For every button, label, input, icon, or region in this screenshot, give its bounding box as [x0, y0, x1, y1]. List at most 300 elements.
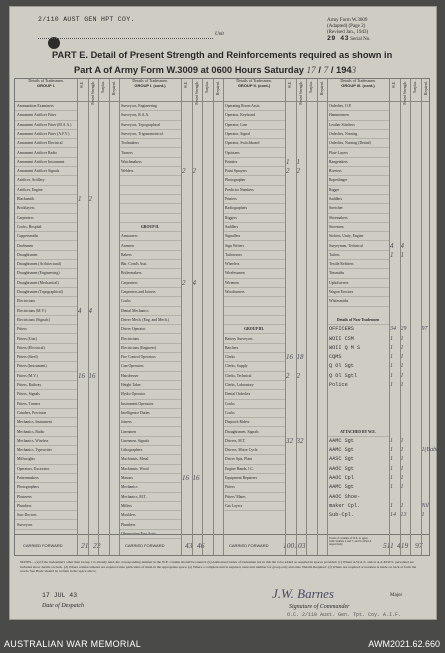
subcol-header: Surplus.	[205, 81, 209, 93]
table-row-label: Surveyors, Trigonometrical	[119, 130, 181, 139]
table-row-label: Draughtsmen, Signals	[223, 428, 285, 437]
cell-value: 2	[296, 371, 300, 380]
non-tradesman-posted: 29	[400, 326, 407, 333]
table-row-label: Carpenters and Joiners	[119, 288, 181, 297]
non-tradesman-entry: Q Ol Sgt	[329, 363, 354, 370]
non-tradesman-ws: 1	[390, 363, 393, 370]
cell-value: 2	[286, 167, 290, 176]
table-row-label: Mechanics, Typewriter	[15, 446, 77, 455]
subcol-header: W.E.	[184, 81, 188, 89]
table-row-label: Opticians	[223, 149, 285, 158]
non-tradesman-entry: Sub-Cpl.	[329, 512, 354, 519]
cell-value: 4	[192, 278, 196, 287]
cell-value: 32	[296, 436, 304, 445]
total2-posted: 46	[197, 541, 205, 550]
table-row-label: Operator, Signal	[223, 130, 285, 139]
non-tradesman-posted: 1	[400, 335, 404, 342]
table-row-label: Batchers	[223, 344, 285, 353]
cell-value: 16	[286, 353, 293, 362]
table-row-label: Tailors	[327, 251, 389, 260]
table-row-label: Fire Control Operators	[119, 353, 181, 362]
non-tradesman-ws: 1	[390, 447, 393, 454]
table-row-label: Sign Writers	[223, 242, 285, 251]
col3-header: Details of Tradesmen. GROUP II. (cont.)	[236, 78, 272, 88]
subcol-divider	[306, 79, 307, 555]
form-number: Army Form W.3009	[327, 18, 368, 23]
table-row-label: Toolmakers	[119, 139, 181, 148]
table-row-label: Bakers	[119, 251, 181, 260]
table-row-label: Surveyors, Topographical	[119, 121, 181, 130]
subcol-divider	[285, 79, 286, 555]
non-tradesman-posted: 1	[400, 437, 404, 444]
table-row-label: Surveyors	[15, 521, 77, 530]
table-row-label: Clerks, Laboratory	[223, 381, 285, 390]
non-tradesman-ws: 34	[390, 326, 396, 333]
table-row-label	[223, 316, 285, 325]
table-row-label: Linesmen, Signals	[119, 437, 181, 446]
table-row-label: Hydro Operator	[119, 390, 181, 399]
table-row-label: Riveters	[327, 167, 389, 176]
subcol-divider	[181, 79, 182, 555]
non-tradesman-req: 1(Babk)	[421, 447, 441, 454]
table-row-label: Rangetakers	[327, 158, 389, 167]
table-row-label	[223, 297, 285, 306]
table-row-label: Operator, Line	[223, 121, 285, 130]
table-row-label: Mechanics, Wireless	[15, 437, 77, 446]
non-tradesman-ws: 1	[390, 502, 393, 509]
cell-value: 16	[182, 474, 189, 482]
table-row-label: Mechanics	[119, 483, 181, 492]
table-row-label: Cooks	[223, 400, 285, 409]
year-prefix: 194	[336, 65, 352, 75]
total4-required: 97	[415, 541, 423, 550]
subtitle-text: Part A of Army Form W.3009 at 0600 Hours Saturday	[74, 65, 304, 75]
table-row-label: GROUP II.	[119, 223, 181, 232]
commander-signature: J.W. Barnes	[272, 586, 334, 601]
serial-label: Serial No.	[350, 37, 371, 42]
cell-value: 32	[286, 436, 293, 445]
cell-value: 4	[88, 306, 92, 315]
total3: 100103	[283, 541, 306, 550]
table-row-label: Orderlies, Nursing	[327, 130, 389, 139]
table-row-label: Welders	[119, 167, 181, 176]
unit-label: Unit	[215, 32, 224, 37]
cell-value: 4	[400, 241, 404, 250]
non-tradesman-entry: AAMC Sgt	[329, 447, 354, 454]
date-month: 7	[323, 66, 329, 76]
table-row-label: Hairdresser	[119, 372, 181, 381]
subcol-header: W.E.	[80, 81, 84, 89]
subcol-divider	[296, 79, 297, 555]
table-row-label: Plumbers	[15, 502, 77, 511]
table-row-label	[119, 204, 181, 213]
non-tradesman-entry: OFFICERS	[329, 326, 354, 333]
archive-footer	[0, 625, 445, 653]
table-row-label: Armament Artificer Fitter (M.A.A.)	[15, 121, 77, 130]
table-row-label	[119, 186, 181, 195]
non-tradesman-posted: 1	[400, 372, 404, 379]
attached-heading: ATTACHED BY W.E.	[327, 428, 389, 437]
carried-forward-1: CARRIED FORWARD	[23, 543, 63, 548]
table-row-label: Upholsterers	[327, 279, 389, 288]
subcol-header: Posted Strength.	[194, 81, 199, 105]
non-tradesman-posted: 1	[400, 465, 404, 472]
cell-value: 2	[296, 167, 300, 176]
non-tradesman-posted: 1	[400, 484, 404, 491]
table-row-label: Watchmakers	[119, 158, 181, 167]
total4-ws: 511	[383, 541, 394, 550]
table-row-label: Joiners	[119, 418, 181, 427]
table-row-label: Draughtsmen (Topographical)	[15, 288, 77, 297]
table-row-label: Fitters, Railway	[15, 381, 77, 390]
archive-id: AWM2021.62.660	[368, 639, 440, 649]
table-row-label: Stokers, Unity, Engine	[327, 232, 389, 241]
table-row-label: Mechanics, M.T.	[119, 493, 181, 502]
table-row-label: Paint Sprayers	[223, 167, 285, 176]
table-row-label	[223, 307, 285, 316]
table-row-label: Fitters, Signals	[15, 390, 77, 399]
table-row-label: Electricians (Engineer)	[119, 344, 181, 353]
table-row-label: Clerks, Supply	[223, 362, 285, 371]
table-row-label: Suryeymen, Technical	[327, 242, 389, 251]
table-row-label: Orderlies, Nursing (Dental)	[327, 139, 389, 148]
cell-value: 16	[88, 371, 96, 380]
table-row-label: Boilermakers	[119, 269, 181, 278]
non-tradesman-ws: 1	[390, 484, 393, 491]
col2-header: Details of Tradesmen. GROUP I. (cont.)	[132, 78, 168, 88]
col4-header: Details of Tradesmen. GROUP III. (cont.)	[340, 78, 376, 88]
non-tradesmen-heading: Details of Non-Tradesmen	[327, 316, 389, 325]
table-row-label: Carpenters	[15, 214, 77, 223]
non-tradesman-posted: 1	[400, 456, 404, 463]
table-row-label: Driver Spts, Plant	[223, 455, 285, 464]
non-tradesman-posted: 1	[400, 344, 404, 351]
cell-value: 16	[192, 474, 200, 482]
non-tradesman-ws: 1	[390, 456, 393, 463]
table-row-label: Draughtsmen (Engineering)	[15, 269, 77, 278]
table-row-label: Drivers, M.T.	[223, 437, 285, 446]
subcol-header: Surplus.	[413, 81, 417, 93]
table-row-label: Saddlers	[327, 195, 389, 204]
non-tradesman-ws: 1	[390, 437, 393, 444]
non-tradesman-posted: 1	[400, 363, 404, 370]
non-tradesman-posted: 1	[400, 502, 404, 509]
non-tradesman-entry: Q Ol Sgtl	[329, 372, 358, 379]
non-tradesman-ws: 1	[390, 354, 393, 361]
subcol-divider	[202, 79, 203, 555]
non-tradesman-ws: 1	[390, 382, 393, 388]
non-tradesman-entry: AAOC Sgt	[329, 465, 354, 472]
table-row-label: Cooks	[119, 297, 181, 306]
subcol-header: Required.	[319, 81, 324, 96]
table-row-label: Operator, Switchboard	[223, 139, 285, 148]
non-tradesman-ws: 14	[390, 512, 396, 519]
table-row-label: Saddlers	[223, 223, 285, 232]
table-row-label: Moulders	[119, 511, 181, 520]
table-row-label: Textile Refitters	[327, 260, 389, 269]
table-row-label: Armament Artificer Instrument	[15, 158, 77, 167]
archive-name: AUSTRALIAN WAR MEMORIAL	[4, 639, 142, 649]
subcol-divider	[317, 79, 318, 555]
table-row-label: Ammunition Examiners	[15, 102, 77, 111]
cell-value: 18	[296, 353, 304, 362]
table-row-label: Armament Artificer Signals	[15, 167, 77, 176]
table-row-label: Surveyors, R.A.A.	[119, 111, 181, 120]
subcol-header: W.E.	[392, 81, 396, 89]
table-row-label: Drivers, Motor Cycle	[223, 446, 285, 455]
table-row-label: Signallers	[223, 232, 285, 241]
form-revised: (Revised Jan., 1943)	[327, 30, 369, 35]
table-row-label: Fitters (Instrument)	[15, 362, 77, 371]
table-row-label: Armament Artificer Electrical	[15, 139, 77, 148]
col-divider	[223, 79, 224, 555]
table-row-label: Cooks	[223, 409, 285, 418]
unit-typed: 2/110 AUST GEN HPT COY.	[38, 16, 135, 23]
col1-header: Details of Tradesmen. GROUP I.	[28, 78, 64, 88]
cell-value: 1	[286, 157, 290, 166]
table-row-label: Driver Mech. (Eng. and Mech.)	[119, 316, 181, 325]
non-tradesman-entry: AASC Sgt	[329, 456, 354, 463]
table-row-label: Dental Mechanics	[119, 307, 181, 316]
non-tradesman-entry: AAMC Sgt	[329, 484, 354, 491]
total1-posted: 22	[93, 541, 101, 550]
table-row-label: Saw Doctors	[15, 511, 77, 520]
table-row-label: Draftsmen	[15, 242, 77, 251]
table-row-label: Plasterers	[15, 493, 77, 502]
table-row-label: Armament Artificer Fitter	[15, 111, 77, 120]
table-row-label: Clerks, Technical	[223, 372, 285, 381]
subcol-divider	[421, 79, 422, 555]
table-row-label: Mechanics, Radio	[15, 428, 77, 437]
table-row-label: Battery Surveyors	[223, 335, 285, 344]
table-row-label: Bricklayers	[15, 204, 77, 213]
table-row-label: Electricians	[15, 297, 77, 306]
table-row-label: Painters	[223, 158, 285, 167]
page-title: PART E. Detail of Present Strength and Reinforcements required as shown in	[52, 50, 393, 60]
table-row-label: Clerks	[223, 353, 285, 362]
non-tradesman-ws: 1	[390, 335, 393, 342]
table-row-label: Armourers	[119, 232, 181, 241]
non-tradesman-entry: WOII Q M S	[329, 344, 361, 351]
non-tradesman-req: 1	[421, 512, 425, 519]
table-row-label: Electricians (M.V.)	[15, 307, 77, 316]
table-row-label: Plumbers	[119, 521, 181, 530]
non-tradesman-ws: 1	[390, 372, 393, 379]
table-row-label: Hammermen	[327, 111, 389, 120]
subcol-divider	[98, 79, 99, 555]
table-row-label: Armament Artificer Fitter (A.F.V.)	[15, 130, 77, 139]
subcol-header: Required.	[215, 81, 220, 96]
non-tradesman-posted: 13	[400, 512, 407, 519]
table-row-label: Draughtsmen (Mechanical)	[15, 279, 77, 288]
table-row-label: Equipment Repairers	[223, 474, 285, 483]
subcol-divider	[88, 79, 89, 555]
signature-label: Signature of Commander	[289, 604, 350, 610]
table-row-label: Tinsmiths	[327, 269, 389, 278]
table-row-label: Operating Room Assts.	[223, 102, 285, 111]
table-row-label: Fitters	[15, 325, 77, 334]
subcol-divider	[109, 79, 110, 555]
table-row-label: Mechanics, Instrument	[15, 418, 77, 427]
total4-posted: 419	[397, 541, 409, 550]
table-row-label: Printers	[223, 195, 285, 204]
table-row-label: Rigger	[327, 186, 389, 195]
table-row-label: Linesmen	[119, 428, 181, 437]
table-row-label: Fitters (M.V.)	[15, 372, 77, 381]
table-row-label: Electricians	[119, 335, 181, 344]
subcol-divider	[410, 79, 411, 555]
table-row-label: Masons	[119, 474, 181, 483]
non-tradesman-ws: 1	[390, 465, 393, 472]
carried-forward-3: CARRIED FORWARD	[229, 543, 269, 548]
cell-value: 1	[78, 195, 82, 203]
totals-note: Totals of columns of W.E. to agree with columns 4 and 7, and 9 of Part A respectively.	[329, 537, 372, 547]
form-adapted: (Adapted) (Page 2)	[327, 24, 366, 29]
notes: NOTES.—(a) If the tradesman's other than Group 1 is already held, the corresponding number in the W.E. column should be entered. (b) Authorised trades of tradesmen not in this list to be added as required in spaces provided. (c) Where A.W.A.S. and/or A.A.M.W.S. personnel are included show details on back. (d) Where reinforcements are required state particulars of them in the appropriate space. (e) Where a complete unit is required, state unit number for group only and state 'Details Required'. (f) Where not required or notation is made on back of form the words 'See Back' should be written in the space above.	[20, 560, 417, 574]
table-row-label: Fitters (Electrical)	[15, 344, 77, 353]
table-row-label	[119, 214, 181, 223]
subcol-divider	[213, 79, 214, 555]
table-row-label: Coppersmiths	[15, 232, 77, 241]
subcol-divider	[192, 79, 193, 555]
table-row-label: Dispatch Riders	[223, 418, 285, 427]
signature-unit: O.C. 2/110 Aust. Gen. Tpt. Coy. A.I.F.	[287, 612, 402, 618]
table-row-label: Axemen	[119, 242, 181, 251]
table-row-label: Artificer, Engine	[15, 186, 77, 195]
non-tradesman-entry: AAOC Shoe-	[329, 493, 361, 500]
non-tradesman-ws: 1	[390, 344, 393, 351]
table-row-label: Shoemakers	[327, 214, 389, 223]
cell-value: 4	[390, 241, 394, 250]
cell-value: 1	[296, 157, 300, 166]
table-row-label: Fitters' Mates	[223, 493, 285, 502]
table-row-label: Height Taker	[119, 381, 181, 390]
table-row-label: Fitters (Gun)	[15, 335, 77, 344]
cell-value: 1	[390, 250, 394, 259]
subcol-header: Posted Strength.	[90, 81, 95, 105]
table-row-label: Millwrights	[15, 455, 77, 464]
table-row-label: Machinists, Wood	[119, 465, 181, 474]
table-row-label: Fitters	[223, 483, 285, 492]
table-row-label: Ropeslinger	[327, 176, 389, 185]
total1-ws: 21	[81, 541, 89, 550]
date-day: 17	[306, 66, 316, 76]
subcol-header: Posted Strength.	[402, 81, 407, 105]
table-row-label: Millers	[119, 502, 181, 511]
non-tradesman-entry: WOII CSM	[329, 335, 354, 342]
non-tradesman-posted: 1	[400, 475, 404, 481]
table-row-label: Wagon Erectors	[327, 288, 389, 297]
cell-value: 2	[286, 371, 290, 380]
table-row-label: Operators, Excavator	[15, 465, 77, 474]
table-row-label: Instrument Operators	[119, 400, 181, 409]
page-subtitle: Part A of Army Form W.3009 at 0600 Hours Saturday 17 / 7 / 1943	[74, 65, 357, 76]
table-row-label: Riggers	[223, 214, 285, 223]
table-row-label: Operator, Keyboard	[223, 111, 285, 120]
cell-value: 4	[78, 306, 82, 315]
table-row-label: Gun Operators	[119, 362, 181, 371]
table-row-label: Electricians (Signals)	[15, 316, 77, 325]
table-row-label: Observation Post Assts.	[119, 530, 181, 539]
non-tradesman-req: Nil	[421, 502, 429, 509]
rank: Major	[390, 593, 403, 598]
table-row-label: Artificer, Artillery	[15, 176, 77, 185]
despatch-label: Date of Despatch	[42, 603, 84, 609]
total2-ws: 43	[185, 541, 193, 550]
unit-underline	[38, 38, 213, 39]
table-row-label: Whitesmiths	[327, 297, 389, 306]
non-tradesman-posted: 1	[400, 447, 404, 454]
table-row-label: Orderlies, O.P.	[327, 102, 389, 111]
table-row-label: Intelligence Duties	[119, 409, 181, 418]
table-row-label: Tailoresses	[223, 251, 285, 260]
table-row-label	[119, 176, 181, 185]
non-tradesman-req: 97	[421, 326, 428, 333]
table-row-label: Patternmakers	[15, 474, 77, 483]
cell-value: 2	[192, 167, 196, 176]
table-row-label	[119, 195, 181, 204]
table-row-label: Fitters (Steel)	[15, 353, 77, 362]
table-row-label: Photographers	[15, 483, 77, 492]
non-tradesman-entry: AAMC Sgt	[329, 437, 354, 444]
cell-value: 1	[400, 250, 404, 259]
subcol-header: Required.	[111, 81, 116, 96]
table-row-label: Stretcher	[327, 204, 389, 213]
table-row-label: GROUP III.	[223, 325, 285, 334]
table-row-label: Leather Stitchers	[327, 121, 389, 130]
subcol-header: Required.	[423, 81, 428, 96]
serial-stamp: 29 43	[327, 35, 350, 42]
subcol-divider	[389, 79, 390, 555]
table-row-label: Fitters, Turners	[15, 400, 77, 409]
cell-value: 2	[182, 278, 186, 287]
non-tradesman-entry: maker Cpl.	[329, 502, 361, 509]
table-row-label: Grinders, Precision	[15, 409, 77, 418]
non-tradesman-posted: 1	[400, 382, 404, 388]
subcol-divider	[400, 79, 401, 555]
subcol-header: Surplus.	[309, 81, 313, 93]
subcol-header: W.E.	[288, 81, 292, 89]
non-tradesman-entry: CQMS	[329, 354, 342, 361]
table-row-label: Driver Operator	[119, 325, 181, 334]
year-suffix: 3	[351, 66, 357, 76]
table-row-label: Storemen	[327, 223, 389, 232]
non-tradesman-entry: Police	[329, 382, 348, 388]
table-row-label: Bkr. Cond's Asst.	[119, 260, 181, 269]
col-divider	[119, 79, 120, 555]
table-row-label: Wirelessmen	[223, 269, 285, 278]
non-tradesman-entry: AAOC Cpl	[329, 475, 354, 481]
table-row-label: Plate Layers	[327, 149, 389, 158]
table-row-label: Carpenters	[119, 279, 181, 288]
subcol-divider	[77, 79, 78, 555]
table-row-label: Turners	[119, 149, 181, 158]
subcol-header: Surplus.	[101, 81, 105, 93]
table-row-label: Surveyors, Engineering	[119, 102, 181, 111]
col-divider	[327, 79, 328, 555]
non-tradesman-posted: 1	[400, 354, 404, 361]
carried-forward-2: CARRIED FORWARD	[125, 543, 165, 548]
table-row-label: Dental Orderlies	[223, 390, 285, 399]
table-row-label: Blacksmith	[15, 195, 77, 204]
subcol-header: Posted Strength.	[298, 81, 303, 105]
cell-value: 2	[182, 167, 186, 176]
table-row-label: Wheelers	[223, 260, 285, 269]
table-row-label: Photographer	[223, 176, 285, 185]
table-row-label: Woodturners	[223, 288, 285, 297]
table-row-label: Draughtsmen	[15, 251, 77, 260]
table-row-label: Draughtsmen (Architectural)	[15, 260, 77, 269]
